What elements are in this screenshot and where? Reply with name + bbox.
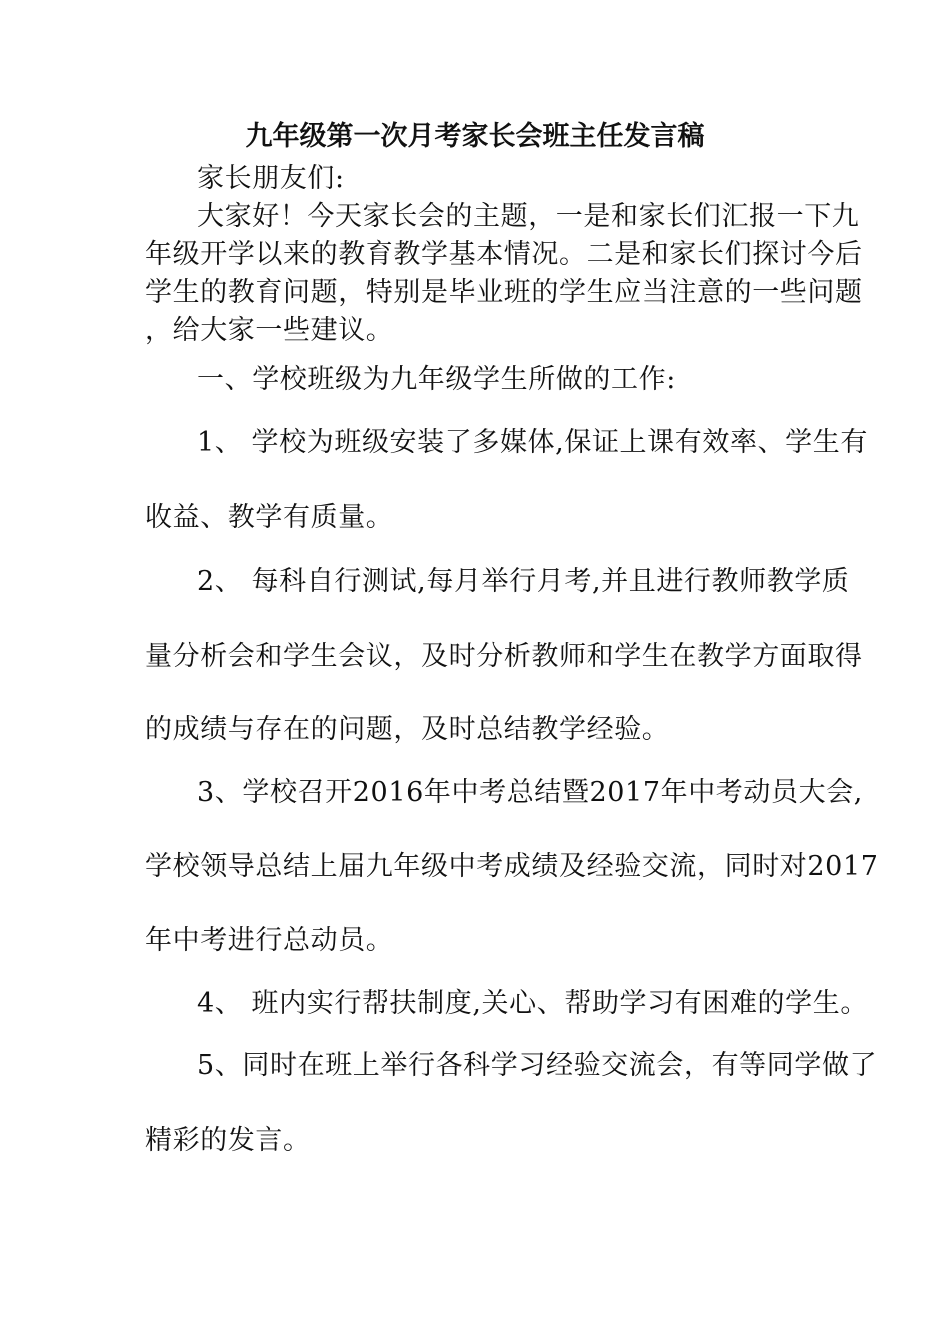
salutation-line: 家长朋友们:: [197, 163, 345, 194]
list-item-line: 收益、教学有质量。: [145, 502, 394, 533]
section-heading: 一、学校班级为九年级学生所做的工作:: [197, 364, 676, 395]
list-item-line: 年中考进行总动员。: [145, 925, 394, 956]
list-item-line: 1、 学校为班级安装了多媒体,保证上课有效率、学生有: [197, 427, 868, 458]
list-item-line: 3、学校召开2016年中考总结暨2017年中考动员大会,: [197, 777, 863, 808]
paragraph-line: ，给大家一些建议。: [145, 315, 394, 346]
paragraph-line: 年级开学以来的教育教学基本情况。二是和家长们探讨今后: [145, 239, 863, 270]
paragraph-line: 学生的教育问题，特别是毕业班的学生应当注意的一些问题: [145, 277, 863, 308]
document-title: 九年级第一次月考家长会班主任发言稿: [245, 121, 705, 152]
list-item-line: 5、同时在班上举行各科学习经验交流会，有等同学做了: [197, 1050, 878, 1081]
list-item-line: 精彩的发言。: [145, 1125, 311, 1156]
list-item-line: 的成绩与存在的问题，及时总结教学经验。: [145, 714, 670, 745]
list-item-line: 量分析会和学生会议，及时分析教师和学生在教学方面取得: [145, 641, 863, 672]
paragraph-line: 大家好！今天家长会的主题，一是和家长们汇报一下九: [197, 201, 860, 232]
list-item-line: 学校领导总结上届九年级中考成绩及经验交流，同时对2017: [145, 851, 879, 882]
list-item-line: 2、 每科自行测试,每月举行月考,并且进行教师教学质: [197, 566, 850, 597]
list-item-line: 4、 班内实行帮扶制度,关心、帮助学习有困难的学生。: [197, 988, 868, 1019]
